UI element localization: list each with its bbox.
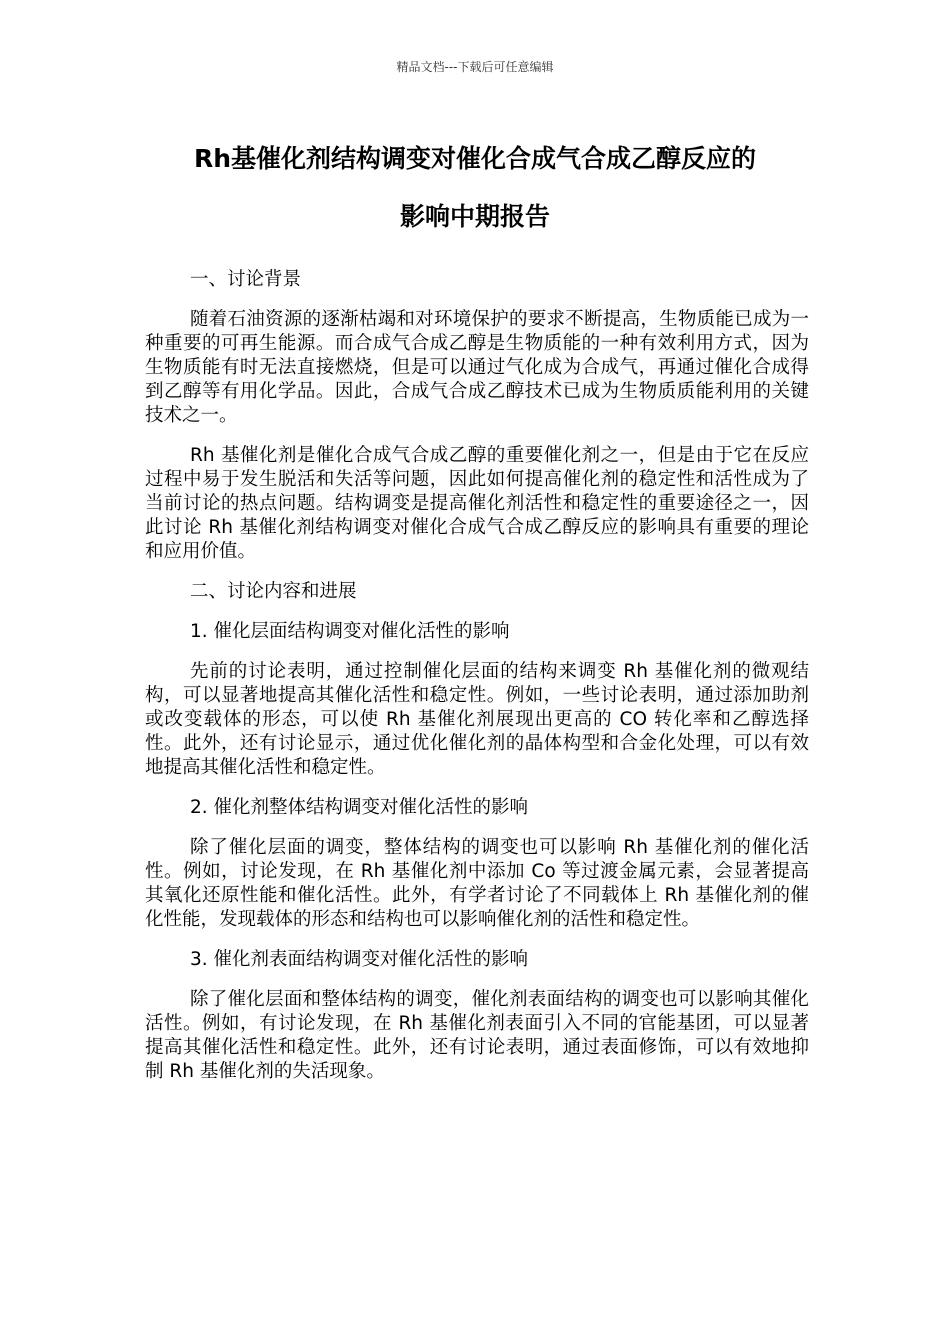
section-heading-content: 二、讨论内容和进展	[190, 581, 357, 602]
section-heading-background: 一、讨论背景	[190, 269, 302, 290]
subsection-heading-2: 2. 催化剂整体结构调变对催化活性的影响	[190, 797, 529, 818]
header-note: 精品文档---下载后可任意编辑	[396, 60, 554, 74]
paragraph-subsection-1: 先前的讨论表明，通过控制催化层面的结构来调变 Rh 基催化剂的微观结构，可以显著地提高其催化活性和稳定性。例如，一些讨论表明，通过添加助剂或改变载体的形态，可以使 Rh 基催化剂展现出更高的 CO 转化率和乙醇选择性。此外，还有讨论显示，通过优化催化剂的晶体构型和合金化处理，可以有效地提高其催化活性和稳定性。	[145, 661, 809, 778]
subsection-heading-3: 3. 催化剂表面结构调变对催化活性的影响	[190, 949, 529, 970]
paragraph-background-1: 随着石油资源的逐渐枯竭和对环境保护的要求不断提高，生物质能已成为一种重要的可再生能源。而合成气合成乙醇是生物质能的一种有效利用方式，因为生物质能有时无法直接燃烧，但是可以通过气化成为合成气，再通过催化合成得到乙醇等有用化学品。因此，合成气合成乙醇技术已成为生物质质能利用的关键技术之一。	[145, 309, 809, 426]
paragraph-subsection-2: 除了催化层面的调变，整体结构的调变也可以影响 Rh 基催化剂的催化活性。例如，讨论发现，在 Rh 基催化剂中添加 Co 等过渡金属元素，会显著提高其氧化还原性能和催化活性。此外，有学者讨论了不同载体上 Rh 基催化剂的催化性能，发现载体的形态和结构也可以影响催化剂的活性和稳定性。	[145, 837, 809, 930]
paragraph-background-2: Rh 基催化剂是催化合成气合成乙醇的重要催化剂之一，但是由于它在反应过程中易于发生脱活和失活等问题，因此如何提高催化剂的稳定性和活性成为了当前讨论的热点问题。结构调变是提高催化剂活性和稳定性的重要途径之一，因此讨论 Rh 基催化剂结构调变对催化合成气合成乙醇反应的影响具有重要的理论和应用价值。	[145, 445, 809, 562]
subsection-heading-1: 1. 催化层面结构调变对催化活性的影响	[190, 621, 510, 642]
title-line-1: Rh基催化剂结构调变对催化合成气合成乙醇反应的	[193, 144, 757, 173]
document-body	[145, 268, 809, 1100]
document-title	[120, 130, 830, 246]
paragraph-subsection-3: 除了催化层面和整体结构的调变，催化剂表面结构的调变也可以影响其催化活性。例如，有讨论发现，在 Rh 基催化剂表面引入不同的官能基团，可以显著提高其催化活性和稳定性。此外，还有讨论表明，通过表面修饰，可以有效地抑制 Rh 基催化剂的失活现象。	[145, 989, 809, 1082]
title-line-2: 影响中期报告	[399, 202, 550, 231]
